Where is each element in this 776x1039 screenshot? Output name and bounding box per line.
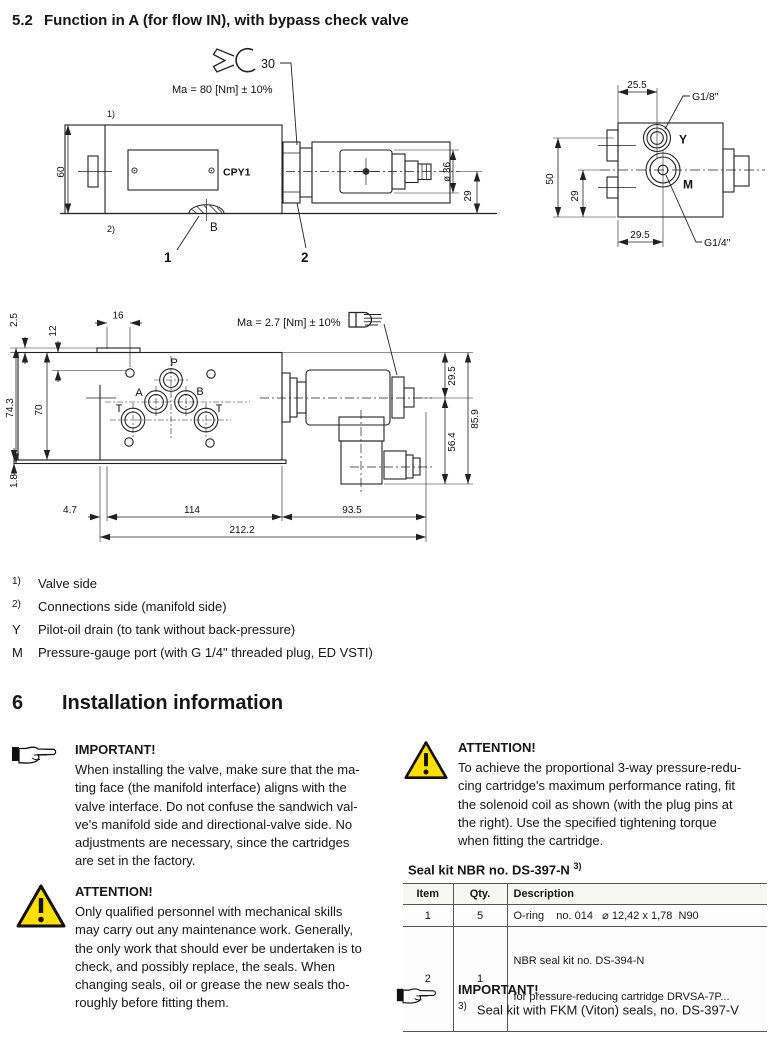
dim-2-5: 2.5 bbox=[9, 313, 20, 327]
item-marker-1: 1 bbox=[164, 250, 172, 265]
torque-note-mid: Ma = 2.7 [Nm] ± 10% bbox=[237, 317, 341, 329]
dim-29-side: 29 bbox=[463, 190, 474, 202]
table-row bbox=[403, 905, 767, 927]
legend-text: Pilot-oil drain (to tank without back-pressure) bbox=[38, 622, 296, 637]
important-heading: IMPORTANT! bbox=[458, 982, 539, 997]
description-line: NBR seal kit no. DS-394-N bbox=[513, 955, 645, 967]
legend-text: Connections side (manifold side) bbox=[38, 599, 227, 614]
dim-29-5: 29.5 bbox=[630, 230, 650, 241]
footnote-ref-1: 1) bbox=[107, 109, 116, 119]
note-text-line: check, and possibly replace, the seals. When bbox=[75, 958, 336, 974]
cell-qty: 5 bbox=[453, 905, 507, 927]
seal-kit-title-text: Seal kit NBR no. DS-397-N bbox=[408, 862, 574, 878]
dim-114: 114 bbox=[184, 505, 200, 516]
dimension-lines-manifold-view bbox=[10, 323, 473, 542]
note-text-line: the solenoid coil as shown (with the plug pins at bbox=[458, 796, 733, 812]
section-number: 5.2 bbox=[12, 12, 33, 29]
footnote-text: Seal kit with FKM (Viton) seals, no. DS-397-V bbox=[476, 1002, 739, 1018]
dim-12: 12 bbox=[48, 325, 59, 337]
dim-4-7: 4.7 bbox=[63, 505, 77, 516]
legend-key: M bbox=[12, 645, 23, 660]
note-text-line: To achieve the proportional 3-way pressure-redu- bbox=[458, 760, 742, 775]
page-title bbox=[12, 12, 409, 29]
nameplate-label: CPY1 bbox=[223, 166, 251, 179]
solenoid-cartridge-side-view bbox=[283, 142, 460, 203]
note-text-line: the only work that should ever be undertaken is to bbox=[75, 940, 362, 956]
legend-text: Valve side bbox=[38, 576, 98, 591]
note-text-line: When installing the valve, make sure that the ma- bbox=[75, 762, 360, 777]
legend-key: 2) bbox=[12, 599, 21, 610]
port-t-left-label: T bbox=[115, 403, 123, 415]
dim-212-2: 212.2 bbox=[229, 525, 255, 536]
col-header-qty: Qty. bbox=[453, 884, 507, 905]
section-6-number: 6 bbox=[12, 692, 24, 714]
dim-70: 70 bbox=[34, 404, 45, 416]
pointing-hand-icon bbox=[10, 742, 64, 766]
warning-triangle-icon bbox=[404, 740, 448, 782]
wrench-icon bbox=[214, 49, 256, 72]
dim-60: 60 bbox=[56, 166, 67, 178]
note-text-line: ting face (the manifold interface) aligns with the bbox=[75, 780, 347, 796]
port-a-label: A bbox=[135, 387, 143, 399]
important-heading: IMPORTANT! bbox=[75, 742, 156, 757]
table-header-row bbox=[403, 884, 767, 905]
note-text-line: changing seals, oil or grease the new seals tho- bbox=[75, 977, 350, 993]
port-b-label-mid: B bbox=[196, 386, 204, 398]
port-t-right-label: T bbox=[215, 403, 223, 415]
seal-kit-title bbox=[408, 861, 581, 877]
drawing-legend bbox=[12, 572, 373, 664]
cell-item: 2 bbox=[403, 927, 453, 1032]
attention-note-coil bbox=[458, 740, 741, 850]
port-b-label: B bbox=[210, 222, 218, 234]
footnote-3 bbox=[458, 1001, 739, 1017]
dim-16: 16 bbox=[112, 310, 124, 322]
cell-description: O-ring no. 014 ⌀ 12,42 x 1,78 N90 bbox=[507, 905, 767, 927]
thread-g18-label: G1/8" bbox=[692, 91, 719, 103]
footnote-marker: 3) bbox=[458, 1001, 467, 1012]
attention-note-maintenance bbox=[75, 884, 362, 1013]
note-text-line: Only qualified personnel with mechanical skills bbox=[75, 904, 343, 919]
attention-heading: ATTENTION! bbox=[75, 884, 153, 899]
col-header-item: Item bbox=[403, 884, 453, 905]
section-6-heading bbox=[12, 692, 283, 715]
legend-item-connections-side bbox=[12, 595, 373, 618]
section-title-text: Function in A (for flow IN), with bypass check valve bbox=[44, 12, 409, 29]
legend-item-pressure-gauge-port bbox=[12, 641, 373, 664]
section-6-title: Installation information bbox=[62, 692, 284, 714]
cell-qty: 1 bbox=[453, 927, 507, 1032]
dim-50: 50 bbox=[545, 173, 556, 185]
dim-1-8: 1.8 bbox=[9, 474, 20, 488]
note-text-line: when fitting the cartridge. bbox=[458, 833, 604, 849]
dimension-lines-side-view bbox=[68, 125, 482, 214]
note-text-line: adjustments are necessary, since the cartridges bbox=[75, 835, 350, 851]
footnote-ref-2: 2) bbox=[107, 224, 116, 234]
warning-triangle-icon bbox=[16, 884, 66, 930]
valve-body-side-view bbox=[60, 125, 497, 250]
port-face-view bbox=[553, 85, 765, 247]
manifold-ports bbox=[105, 356, 250, 447]
note-text-line: the right). Use the specified tightening torque bbox=[458, 814, 717, 830]
important-note-installation bbox=[75, 742, 360, 871]
hand-tighten-icon bbox=[349, 313, 382, 328]
dim-85-9: 85.9 bbox=[470, 409, 481, 429]
port-y-label: Y bbox=[679, 132, 688, 147]
dim-56-4: 56.4 bbox=[447, 432, 458, 452]
item-marker-2: 2 bbox=[301, 250, 309, 265]
pointing-hand-icon bbox=[396, 984, 442, 1006]
port-m-label: M bbox=[683, 177, 693, 192]
seal-kit-footnote-ref: 3) bbox=[573, 861, 582, 871]
legend-text: Pressure-gauge port (with G 1/4" threaded plug, ED VSTI) bbox=[38, 645, 373, 660]
thread-g14-label: G1/4" bbox=[704, 237, 731, 249]
solenoid-with-connector bbox=[260, 370, 433, 492]
dim-29-face: 29 bbox=[570, 190, 581, 202]
leader-line-torque bbox=[384, 324, 397, 375]
legend-key: Y bbox=[12, 622, 21, 637]
important-note-seal-kit bbox=[458, 982, 739, 1017]
dim-93-5: 93.5 bbox=[342, 505, 362, 516]
dim-29-5-mid: 29.5 bbox=[447, 366, 458, 386]
note-text-line: are set in the factory. bbox=[75, 853, 196, 869]
description-line: for pressure-reducing cartridge DRVSA-7P... bbox=[513, 991, 730, 1003]
wrench-size-label: 30 bbox=[261, 57, 275, 71]
note-text-line: may carry out any maintenance work. Generally, bbox=[75, 922, 353, 938]
legend-item-valve-side bbox=[12, 572, 373, 595]
note-text-line: roughly before fitting them. bbox=[75, 995, 229, 1011]
note-text-line: ve's manifold side and directional-valve side. No bbox=[75, 816, 353, 832]
attention-heading: ATTENTION! bbox=[458, 740, 536, 755]
dim-25-5: 25.5 bbox=[627, 80, 647, 91]
col-header-description: Description bbox=[507, 884, 767, 905]
technical-drawing-manifold-view bbox=[0, 292, 776, 554]
port-p-label: P bbox=[170, 357, 178, 369]
note-text-line: valve interface. Do not confuse the sandwich val- bbox=[75, 798, 358, 814]
technical-drawing-side-and-port-view bbox=[0, 40, 776, 292]
legend-key: 1) bbox=[12, 576, 21, 587]
cell-item: 1 bbox=[403, 905, 453, 927]
torque-note-top: Ma = 80 [Nm] ± 10% bbox=[172, 84, 273, 96]
dim-dia-36: ø 36 bbox=[442, 161, 453, 183]
dim-74-3: 74.3 bbox=[5, 398, 16, 418]
legend-item-pilot-oil-drain bbox=[12, 618, 373, 641]
note-text-line: cing cartridge's maximum performance rating, fit bbox=[458, 778, 736, 794]
